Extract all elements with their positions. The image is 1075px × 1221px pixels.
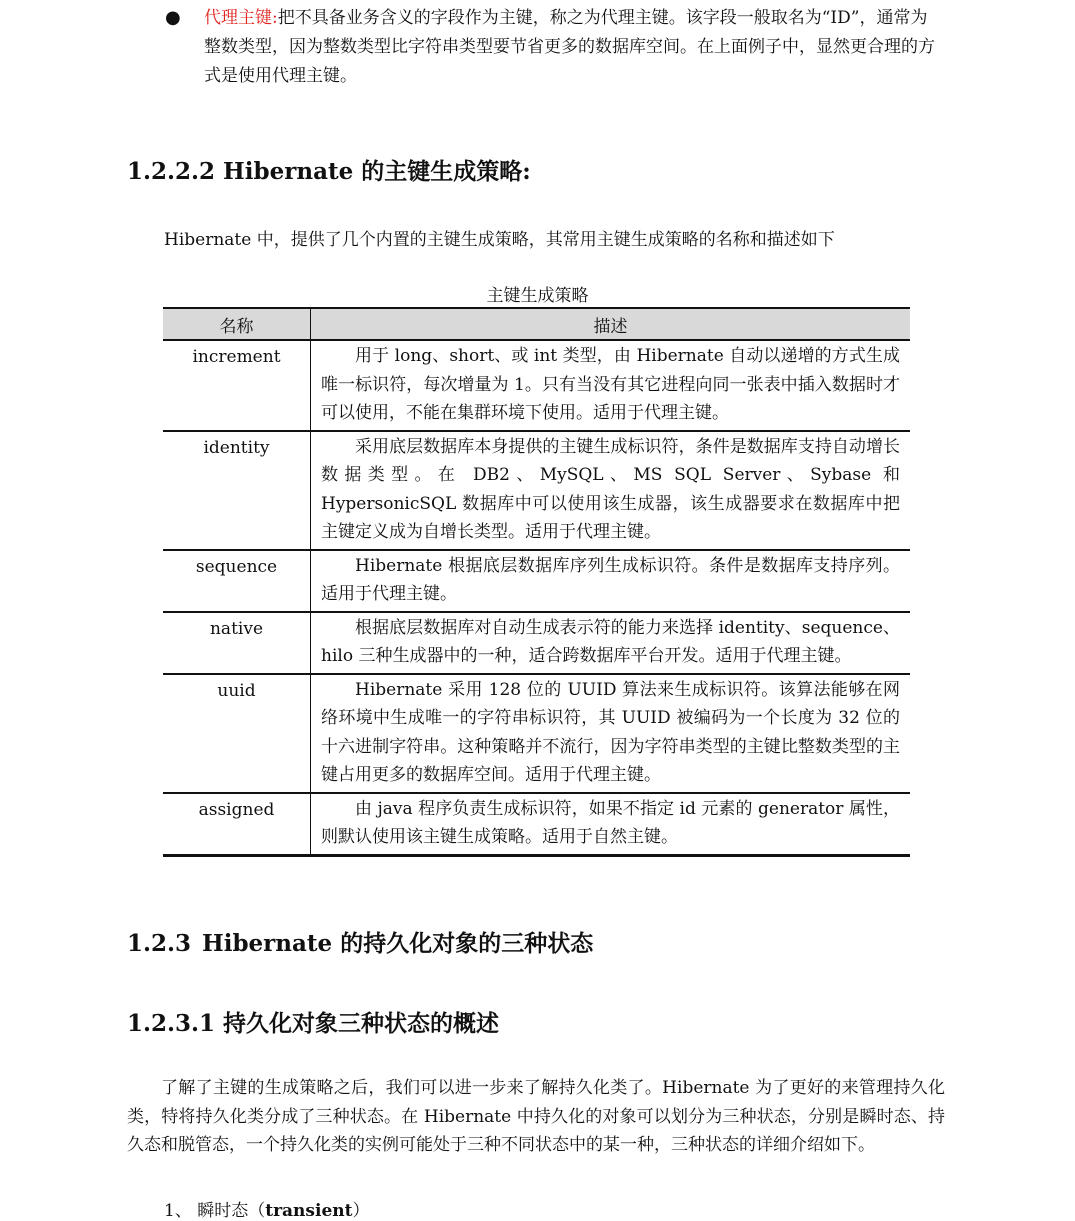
strategy-name: increment	[192, 347, 281, 367]
table-caption: 主键生成策略	[486, 286, 589, 306]
strategy-desc: 采用底层数据库本身提供的主键生成标识符，条件是数据库支持自动增长数据类型。在 DB2、MySQL、MS SQL Server、Sybase 和 HypersonicSQL 数据库中可以使用该生成器，该生成器要求在数据库中把主键定义成为自增长类型。适用于代理主键。	[321, 436, 900, 542]
column-header-name: 名称	[163, 308, 311, 340]
section-number: 1.2.3	[127, 930, 192, 957]
list-item-term: transient	[265, 1201, 353, 1221]
intro-text: Hibernate 中，提供了几个内置的主键生成策略，其常用主键生成策略的名称和描述如下	[164, 230, 835, 250]
strategy-name: native	[209, 618, 264, 639]
body-paragraph: 了解了主键的生成策略之后，我们可以进一步来了解持久化类了。Hibernate 为了更好的来管理持久化类，特将持久化类分成了三种状态。在 Hibernate 中持久化的对象可以划分为三种状态，分别是瞬时态、持久态和脱管态，一个持久化类的实例可能处于三种不同状态中的某一种，三种状态的详细介绍如下。	[127, 1078, 945, 1155]
cell-desc	[311, 431, 911, 550]
table-row	[163, 550, 910, 612]
cell-desc	[311, 793, 911, 856]
cell-name	[163, 431, 311, 550]
strategy-desc: Hibernate 根据底层数据库序列生成标识符。条件是数据库支持序列。适用于代理主键。	[321, 555, 900, 604]
cell-desc	[311, 612, 911, 674]
cell-name	[163, 550, 311, 612]
strategy-name: uuid	[217, 680, 256, 701]
bullet-term: 代理主键:	[204, 8, 278, 28]
section-heading-1231: 1.2.3.1 持久化对象三种状态的概述	[127, 1010, 500, 1037]
table-row	[163, 431, 910, 550]
bullet-paragraph	[204, 4, 944, 91]
column-header-desc: 描述	[311, 308, 911, 340]
cell-name	[163, 612, 311, 674]
cell-name	[163, 793, 311, 856]
strategy-name: sequence	[195, 556, 278, 577]
strategy-desc: 根据底层数据库对自动生成表示符的能力来选择 identity、sequence、hilo 三种生成器中的一种，适合跨数据库平台开发。适用于代理主键。	[321, 617, 900, 666]
cell-desc	[311, 550, 911, 612]
list-item	[164, 1196, 369, 1221]
section-title: Hibernate 的持久化对象的三种状态	[202, 930, 594, 957]
strategy-name: assigned	[198, 799, 275, 820]
table-row	[163, 793, 910, 856]
strategy-name: identity	[203, 437, 270, 458]
table-row	[163, 340, 910, 431]
table-row	[163, 674, 910, 793]
bullet-icon: ●	[165, 7, 181, 28]
strategy-desc: Hibernate 采用 128 位的 UUID 算法来生成标识符。该算法能够在网络环境中生成唯一的字符串标识符，其 UUID 被编码为一个长度为 32 位的十六进制字符串。这种策略并不流行，因为字符串类型的主键比整数类型的主键占用更多的数据库空间。适用于代理主键。	[321, 679, 900, 785]
strategy-table	[163, 307, 910, 857]
section-heading-123	[127, 925, 593, 958]
cell-name	[163, 674, 311, 793]
table-row	[163, 612, 910, 674]
section-heading-1222: 1.2.2.2 Hibernate 的主键生成策略:	[127, 158, 531, 185]
cell-desc	[311, 674, 911, 793]
list-item-close: ）	[352, 1201, 370, 1221]
cell-name	[163, 340, 311, 431]
strategy-desc: 由 java 程序负责生成标识符，如果不指定 id 元素的 generator 属性，则默认使用该主键生成策略。适用于自然主键。	[321, 798, 900, 847]
bullet-body: 把不具备业务含义的字段作为主键，称之为代理主键。该字段一般取名为“ID”，通常为整数类型，因为整数类型比字符串类型要节省更多的数据库空间。在上面例子中，显然更合理的方式是使用代理主键。	[204, 8, 935, 86]
cell-desc	[311, 340, 911, 431]
table-header-row	[163, 308, 910, 340]
strategy-desc: 用于 long、short、或 int 类型，由 Hibernate 自动以递增的方式生成唯一标识符，每次增量为 1。只有当没有其它进程向同一张表中插入数据时才可以使用，不能在集群环境下使用。适用于代理主键。	[321, 346, 900, 423]
list-item-label: 1、 瞬时态（	[164, 1201, 266, 1221]
